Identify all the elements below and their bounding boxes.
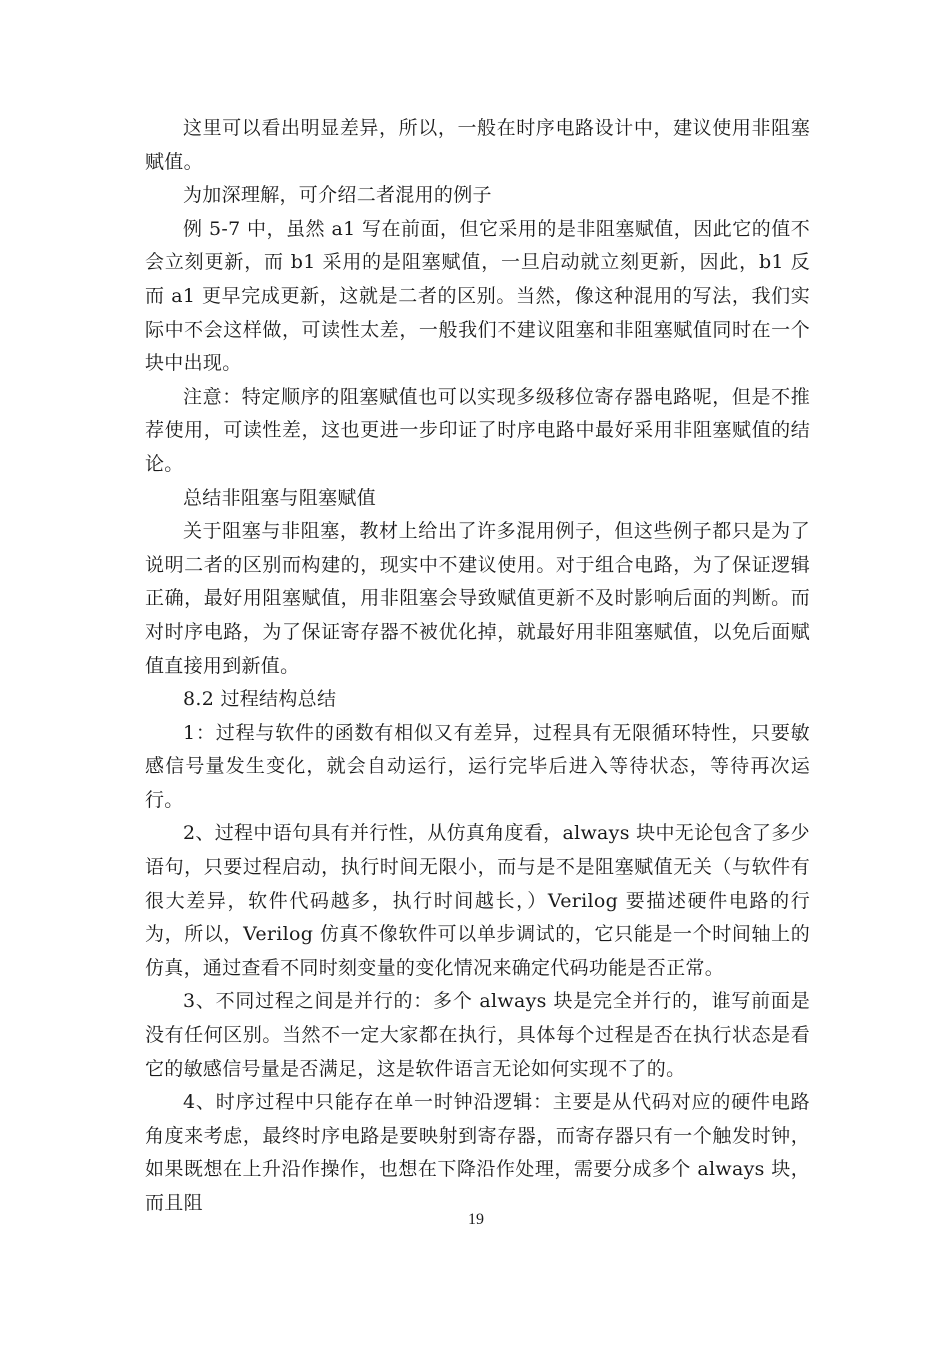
paragraph-note: 注意：特定顺序的阻塞赋值也可以实现多级移位寄存器电路呢，但是不推荐使用，可读性差，这也更进一步印证了时序电路中最好采用非阻塞赋值的结论。 (145, 385, 810, 475)
paragraph-summary-heading: 总结非阻塞与阻塞赋值 (183, 486, 377, 509)
page-number: 19 (468, 1211, 484, 1228)
paragraph-conclusion: 这里可以看出明显差异，所以，一般在时序电路设计中，建议使用非阻塞赋值。 (145, 117, 810, 173)
paragraph-point-3: 3、不同过程之间是并行的：多个 always 块是完全并行的，谁写前面是没有任何区别。当然不一定大家都在执行，具体每个过程是否在执行状态是看它的敏感信号量是否满足，这是软件语言无论如何实现不了的。 (145, 990, 810, 1080)
paragraph-point-2: 2、过程中语句具有并行性，从仿真角度看，always 块中无论包含了多少语句，只要过程启动，执行时间无限小，而与是不是阻塞赋值无关（与软件有很大差异，软件代码越多，执行时间越长，）Verilog 要描述硬件电路的行为，所以，Verilog 仿真不像软件可以单步调试的，它只能是一个时间轴上的仿真，通过查看不同时刻变量的变化情况来确定代码功能是否正常。 (145, 822, 810, 979)
body-text (145, 112, 810, 1221)
section-heading-8-2: 8.2 过程结构总结 (183, 688, 337, 711)
paragraph-summary: 关于阻塞与非阻塞，教材上给出了许多混用例子，但这些例子都只是为了说明二者的区别而构建的，现实中不建议使用。对于组合电路，为了保证逻辑正确，最好用阻塞赋值，用非阻塞会导致赋值更新不及时影响后面的判断。而对时序电路，为了保证寄存器不被优化掉，就最好用非阻塞赋值，以免后面赋值直接用到新值。 (145, 520, 810, 677)
paragraph-point-1: 1：过程与软件的函数有相似又有差异，过程具有无限循环特性，只要敏感信号量发生变化，就会自动运行，运行完毕后进入等待状态，等待再次运行。 (145, 721, 810, 811)
paragraph-example-5-7: 例 5-7 中，虽然 a1 写在前面，但它采用的是非阻塞赋值，因此它的值不会立刻更新，而 b1 采用的是阻塞赋值，一旦启动就立刻更新，因此，b1 反而 a1 更早完成更新，这就是二者的区别。当然，像这种混用的写法，我们实际中不会这样做，可读性太差，一般我们不建议阻塞和非阻塞赋值同时在一个块中出现。 (145, 217, 810, 375)
paragraph-mixed-example-intro: 为加深理解，可介绍二者混用的例子 (183, 184, 492, 207)
paragraph-point-4: 4、时序过程中只能存在单一时钟沿逻辑：主要是从代码对应的硬件电路角度来考虑，最终时序电路是要映射到寄存器，而寄存器只有一个触发时钟，如果既想在上升沿作操作，也想在下降沿作处理，需要分成多个 always 块，而且阻 (145, 1091, 810, 1214)
